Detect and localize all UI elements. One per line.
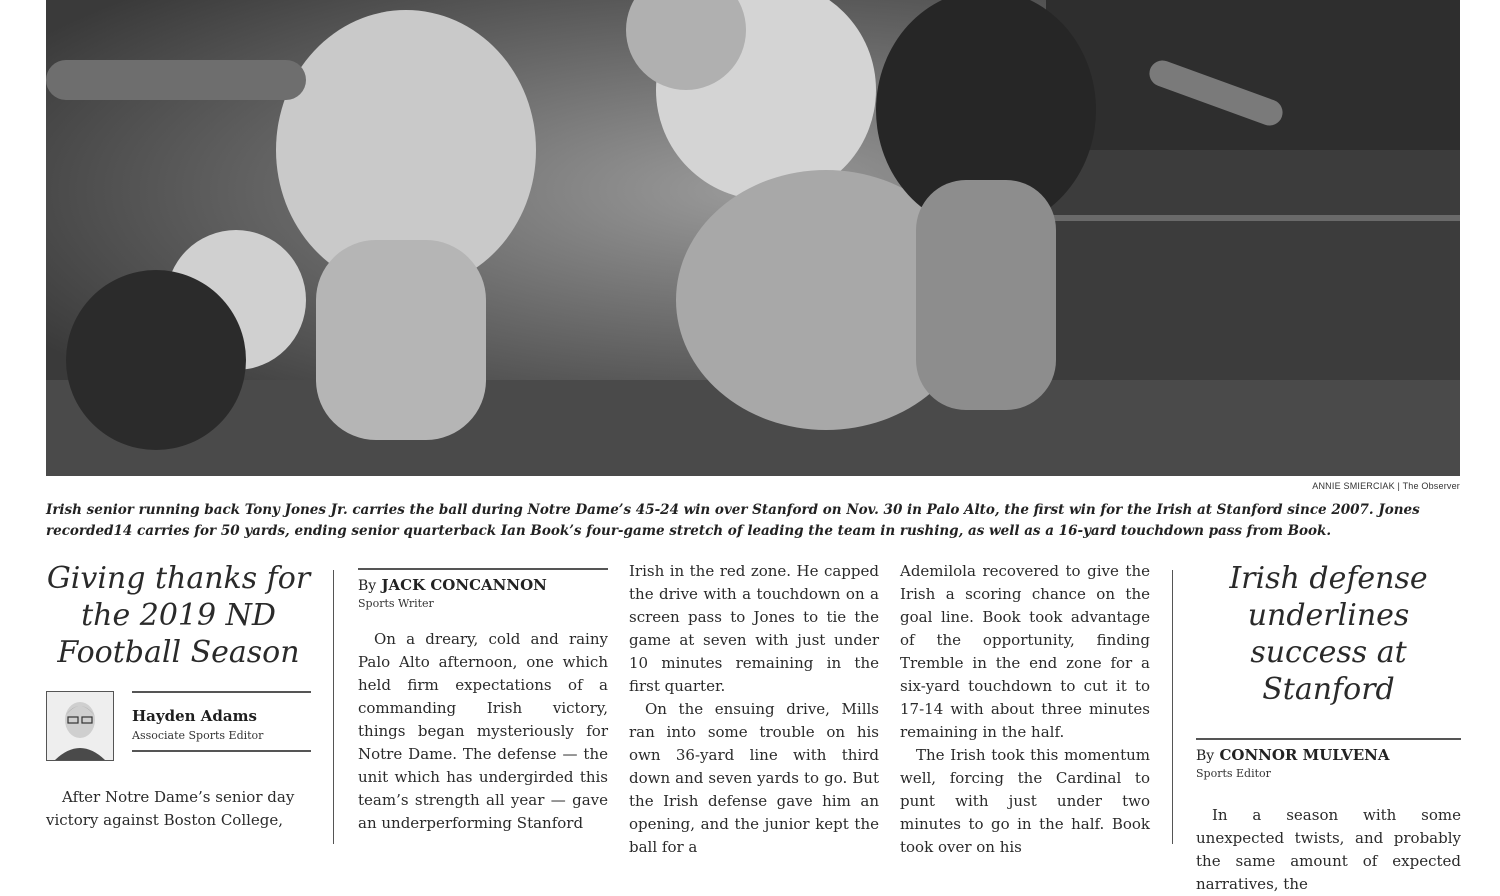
author-title: Associate Sports Editor (132, 729, 264, 742)
byline-name: JACK CONCANNON (381, 576, 547, 594)
author-photo-icon (47, 692, 113, 760)
column-left (46, 560, 311, 832)
byline-prefix: By (1196, 748, 1215, 764)
right-story-headline: Irish defense underlines success at Stanford (1229, 561, 1428, 707)
author-info (132, 691, 311, 752)
avatar (46, 691, 114, 761)
story-paragraph: On the ensuing drive, Mills ran into some trouble on his own 36-yard line with third down and seven yards to go. But the Irish defense gave him an opening, and the junior kept the ball for a (629, 700, 879, 856)
author-name: Hayden Adams (132, 707, 257, 725)
column-body: After Notre Dame’s senior day victory against Boston College, (46, 788, 295, 829)
author-top-rule (132, 691, 311, 693)
byline-prefix: By (358, 578, 377, 594)
byline-title: Sports Editor (1196, 767, 1271, 780)
story-paragraph: Ademilola recovered to give the Irish a scoring chance on the goal line. Book took advantage of the opportunity, finding Tremble in the end zone for a six-yard touchdown to cut it to 17-14 with about three minutes remaining in the half. (900, 562, 1150, 741)
main-story-col-2 (629, 560, 879, 859)
byline-rule (358, 568, 608, 570)
right-story-body: In a season with some unexpected twists, and probably the same amount of expected narratives, the (1196, 806, 1461, 893)
football-action-photo (46, 0, 1460, 476)
main-story-col-1 (358, 560, 608, 835)
lead-photo (46, 0, 1460, 476)
column-divider-left (333, 570, 334, 844)
right-byline (1196, 746, 1461, 764)
photo-caption: Irish senior running back Tony Jones Jr. carries the ball during Notre Dame’s 45-24 win over Stanford on Nov. 30 in Palo Alto, the first win for the Irish at Stanford since 2007. Jones recorded14 carries for 50 yards, ending senior quarterback Ian Book’s four-game stretch of leading the team in rushing, as well as a 16-yard touchdown pass from Book. (46, 502, 1420, 539)
photo-credit: ANNIE SMIERCIAK | The Observer (1312, 481, 1460, 491)
column-divider-right (1172, 570, 1173, 844)
story-paragraph: Irish in the red zone. He capped the drive with a touchdown on a screen pass to Jones to tie the game at seven with just under 10 minutes remaining in the first quarter. (629, 562, 879, 695)
main-story-col-3 (900, 560, 1150, 859)
story-paragraph: The Irish took this momentum well, forcing the Cardinal to punt with just under two minutes to go in the half. Book took over on his (900, 746, 1150, 856)
byline-rule (1196, 738, 1461, 740)
byline-title: Sports Writer (358, 597, 434, 610)
author-box (46, 691, 311, 761)
column-right (1196, 560, 1461, 896)
main-byline (358, 576, 608, 594)
story-paragraph: On a dreary, cold and rainy Palo Alto afternoon, one which held firm expectations of a commanding Irish victory, things began mysteriously for Notre Dame. The defense — the unit which has undergirded this team’s strength all year — gave an underperforming Stanford (358, 630, 608, 832)
column-headline: Giving thanks for the 2019 ND Football Season (46, 561, 311, 670)
byline-name: CONNOR MULVENA (1219, 746, 1390, 764)
author-bottom-rule (132, 750, 311, 752)
